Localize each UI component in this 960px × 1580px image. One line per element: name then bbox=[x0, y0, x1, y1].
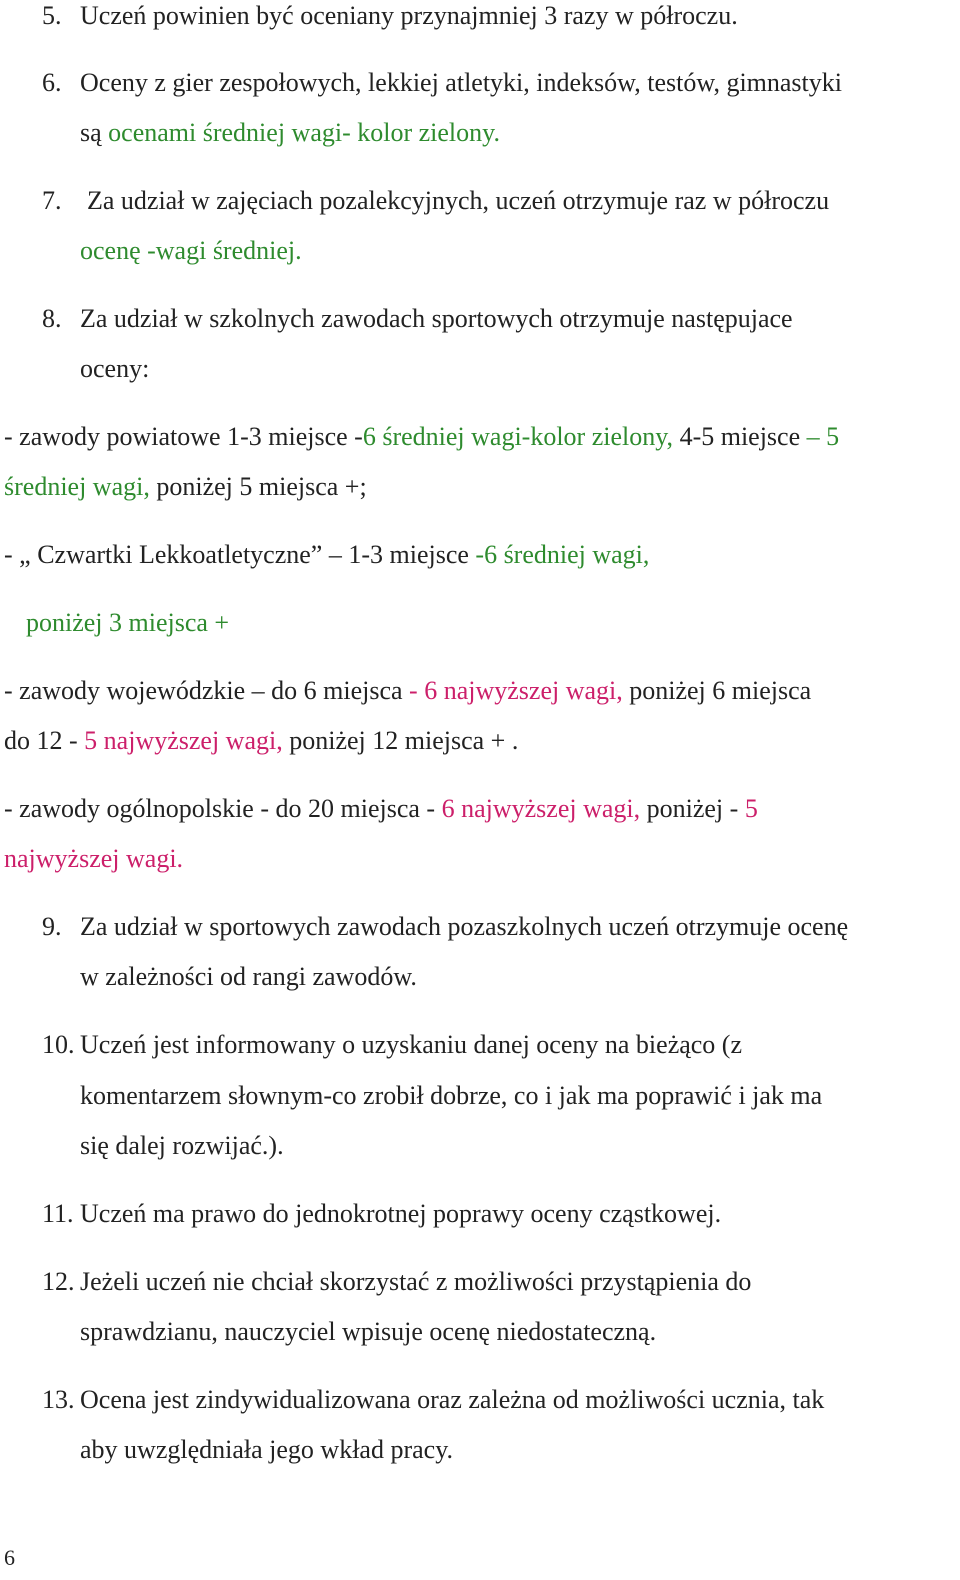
czwartki-line-1 bbox=[4, 539, 649, 571]
powiat-green-3: średniej wagi, bbox=[4, 472, 150, 501]
item-9-line-1: Za udział w sportowych zawodach pozaszkolnych uczeń otrzymuje ocenę bbox=[80, 912, 849, 941]
item-6-green-text: ocenami średniej wagi- kolor zielony. bbox=[108, 118, 500, 147]
ogolno-start: - zawody ogólnopolskie - do 20 miejsca - bbox=[4, 794, 442, 823]
ogolno-pink-1: 6 najwyższej wagi, bbox=[441, 794, 641, 823]
ogolno-line-2: najwyższej wagi. bbox=[4, 844, 184, 873]
item-12-line-1: Jeżeli uczeń nie chciał skorzystać z możliwości przystąpienia do bbox=[80, 1267, 752, 1296]
item-10-line-1: Uczeń jest informowany o uzyskaniu danej oceny na bieżąco (z bbox=[80, 1030, 743, 1059]
item-13-line-1: Ocena jest zindywidualizowana oraz zależna od możliwości ucznia, tak bbox=[80, 1385, 825, 1414]
item-11-number: 11. bbox=[42, 1199, 74, 1228]
item-12-line-2: sprawdzianu, nauczyciel wpisuje ocenę niedostateczną. bbox=[80, 1317, 657, 1346]
powiat-green-1: 6 średniej wagi-kolor zielony, bbox=[362, 422, 674, 451]
woj-pink-2: 5 najwyższej wagi, bbox=[84, 726, 283, 755]
item-6-line-2 bbox=[80, 117, 500, 149]
item-8-line-2: oceny: bbox=[80, 354, 150, 383]
item-10-line-2: komentarzem słownym-co zrobił dobrze, co i jak ma poprawić i jak ma bbox=[80, 1081, 823, 1110]
powiat-line-2 bbox=[4, 471, 367, 503]
powiat-start: - zawody powiatowe 1-3 miejsce - bbox=[4, 422, 363, 451]
woj-mid: poniżej 6 miejsca bbox=[622, 676, 812, 705]
item-8-line-1: Za udział w szkolnych zawodach sportowych otrzymuje następujace bbox=[80, 304, 793, 333]
page-number: 6 bbox=[4, 1545, 15, 1570]
item-13-number: 13. bbox=[42, 1385, 75, 1414]
czwartki-line-2: poniżej 3 miejsca + bbox=[26, 608, 230, 637]
item-5-number: 5. bbox=[42, 1, 62, 30]
powiat-green-2: – 5 bbox=[806, 422, 840, 451]
item-7-line-1: Za udział w zajęciach pozalekcyjnych, uczeń otrzymuje raz w półroczu bbox=[87, 186, 830, 215]
woj-line-1 bbox=[4, 675, 811, 707]
woj-line-2 bbox=[4, 725, 518, 757]
powiat-mid: 4-5 miejsce bbox=[673, 422, 807, 451]
item-12-number: 12. bbox=[42, 1267, 75, 1296]
ogolno-mid: poniżej - bbox=[640, 794, 745, 823]
powiat-end: poniżej 5 miejsca +; bbox=[149, 472, 367, 501]
item-6-number: 6. bbox=[42, 68, 62, 97]
ogolno-pink-2: 5 bbox=[744, 794, 758, 823]
item-10-number: 10. bbox=[42, 1030, 75, 1059]
item-5-text: Uczeń powinien być oceniany przynajmniej 3 razy w półroczu. bbox=[80, 1, 738, 30]
powiat-line-1 bbox=[4, 421, 839, 453]
item-11-line-1: Uczeń ma prawo do jednokrotnej poprawy oceny cząstkowej. bbox=[80, 1199, 722, 1228]
woj-pink-1: - 6 najwyższej wagi, bbox=[409, 676, 623, 705]
czwartki-green: -6 średniej wagi, bbox=[475, 540, 650, 569]
woj-start: - zawody wojewódzkie – do 6 miejsca bbox=[4, 676, 410, 705]
item-7-number: 7. bbox=[42, 186, 62, 215]
item-9-line-2: w zależności od rangi zawodów. bbox=[80, 962, 417, 991]
item-6-line-2-start: są bbox=[80, 118, 109, 147]
czwartki-start: - „ Czwartki Lekkoatletyczne” – 1-3 miejsce bbox=[4, 540, 476, 569]
woj-line-2-start: do 12 - bbox=[4, 726, 85, 755]
woj-end: poniżej 12 miejsca + . bbox=[282, 726, 519, 755]
item-6-line-1: Oceny z gier zespołowych, lekkiej atletyki, indeksów, testów, gimnastyki bbox=[80, 68, 842, 97]
item-9-number: 9. bbox=[42, 912, 62, 941]
item-8-number: 8. bbox=[42, 304, 62, 333]
ogolno-line-1 bbox=[4, 793, 758, 825]
item-13-line-2: aby uwzględniała jego wkład pracy. bbox=[80, 1435, 454, 1464]
item-7-line-2: ocenę -wagi średniej. bbox=[80, 236, 302, 265]
item-10-line-3: się dalej rozwijać.). bbox=[80, 1131, 284, 1160]
